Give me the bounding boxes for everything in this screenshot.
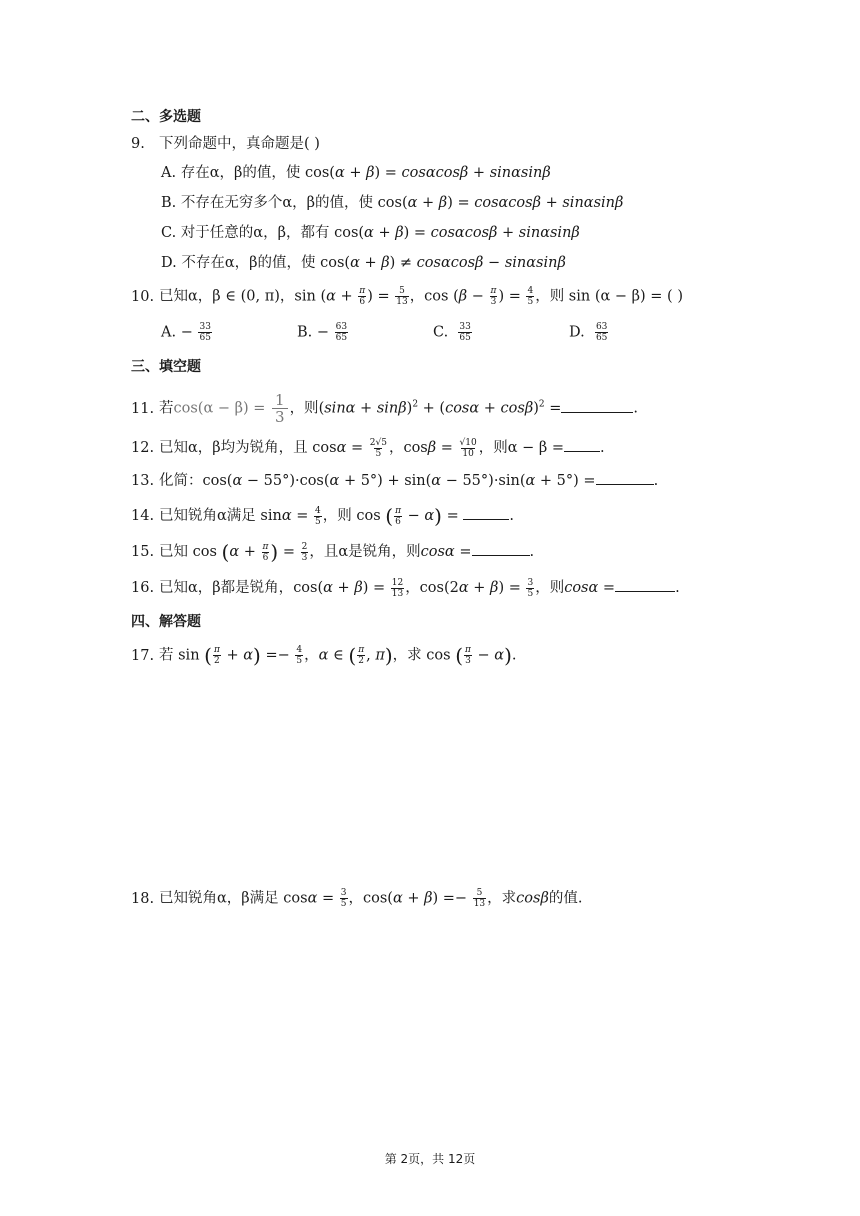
question-end: 的值.: [548, 890, 583, 907]
question-stem: 化简：: [159, 473, 203, 489]
question-number: 15.: [131, 544, 155, 560]
section-solve: 四、解答题: [131, 614, 201, 630]
option-label: B.: [297, 324, 313, 341]
section-multi-choice: 二、多选题: [131, 109, 201, 125]
question-12: 12. 已知α，β均为锐角，且 cosα = $\frac{2√5}{5}$ ，cosβ = $\frac{√10}{10}$ ，则α − β = .: [131, 437, 605, 459]
question-stem: 下列命题中，真命题是( ): [159, 136, 320, 152]
option-10c: C. $\frac{33}{65}$: [433, 322, 471, 343]
question-tail: 则: [337, 508, 352, 524]
question-tail: 且α是锐角，则: [323, 544, 421, 560]
option-label: D.: [161, 255, 177, 271]
question-9: [131, 134, 320, 154]
question-number: 16.: [131, 580, 155, 596]
section-fill-blank: 三、填空题: [131, 359, 201, 375]
question-number: 9.: [131, 136, 145, 152]
question-tail: 则 sin (α − β) = ( ): [549, 288, 683, 305]
option-9d: D. 不存在α，β的值，使 cos(α + β) ≠ cosαcosβ − sinαsinβ: [161, 255, 566, 271]
question-tail: 则: [549, 580, 565, 596]
question-17: 17. 若 sin ( $\frac{\pi}{2}$ + α) =− $\frac{4}{5}$ ，α ∈ ( $\frac{\pi}{2}$ , π)，求 cos ( $\frac{\pi}{3}$ − α).: [131, 643, 517, 668]
question-number: 12.: [131, 440, 155, 456]
question-stem: 已知α，β均为锐角，且: [159, 440, 308, 456]
answer-blank[interactable]: [463, 505, 509, 520]
question-number: 14.: [131, 508, 155, 524]
question-15: 15. 已知 cos (α + $\frac{\pi}{6}$ ) = $\frac{2}{3}$ ，且α是锐角，则cosα = .: [131, 540, 535, 564]
question-stem: 已知α，β ∈ (0, π)，: [159, 288, 295, 305]
answer-blank[interactable]: [564, 437, 600, 452]
question-tail: 求: [501, 890, 517, 907]
option-text: 不存在无穷多个α，β的值，使: [180, 195, 374, 211]
question-stem: 已知: [159, 544, 188, 560]
question-tail: 则α − β =: [493, 440, 565, 456]
question-stem: 已知α，β都是锐角，: [159, 580, 294, 596]
option-text: 不存在α，β的值，使: [181, 255, 316, 271]
answer-blank[interactable]: [472, 541, 530, 556]
option-9c: C. 对于任意的α，β，都有 cos(α + β) = cosαcosβ + sinαsinβ: [161, 225, 580, 241]
question-18: 18. 已知锐角α，β满足 cosα = $\frac{3}{5}$ ，cos(α + β) =− $\frac{5}{13}$ ，求cosβ的值.: [131, 888, 583, 909]
question-stem: 若: [159, 400, 174, 417]
question-number: 11.: [131, 400, 155, 417]
answer-blank[interactable]: [596, 470, 654, 485]
option-label: D.: [569, 324, 585, 341]
page-footer: 第 2页，共 12页: [384, 1152, 476, 1166]
question-number: 10.: [131, 288, 155, 305]
option-9b: B. 不存在无穷多个α，β的值，使 cos(α + β) = cosαcosβ + sinαsinβ: [161, 195, 624, 211]
option-label: A.: [161, 324, 177, 341]
question-10: 10. 已知α，β ∈ (0, π)，sin (α + $\frac{\pi}{6}$ ) = $\frac{5}{13}$ ，cos (β − $\frac{\pi}{3}$ ) = $\frac{4}{5}$ ，则 sin (α − β) = ( ): [131, 286, 683, 307]
answer-blank[interactable]: [561, 398, 633, 413]
answer-blank[interactable]: [615, 577, 675, 592]
question-stem: 若: [159, 647, 174, 664]
question-stem: 已知锐角α满足: [159, 508, 256, 524]
option-text: 对于任意的α，β，都有: [180, 225, 330, 241]
option-text: 存在α，β的值，使: [180, 165, 301, 181]
option-10a: A. − $\frac{33}{65}$: [161, 322, 211, 343]
option-10d: D. $\frac{63}{65}$: [569, 322, 608, 343]
question-14: 14. 已知锐角α满足 sinα = $\frac{4}{5}$ ，则 cos ( $\frac{\pi}{6}$ − α) = .: [131, 504, 514, 528]
option-label: B.: [161, 195, 177, 211]
option-9a: A. 存在α，β的值，使 cos(α + β) = cosαcosβ + sinαsinβ: [161, 165, 551, 181]
question-number: 17.: [131, 647, 155, 664]
question-stem: 已知锐角α，β满足: [159, 890, 279, 907]
option-label: A.: [161, 165, 177, 181]
question-number: 13.: [131, 473, 155, 489]
question-11: 11. 若cos(α − β) = $\frac{1}{3}$ ，则$(\sin\alpha + \sin\beta)^2 + (\cos\alpha + \cos\beta)^2$ = .: [131, 391, 639, 426]
question-16: 16. 已知α，β都是锐角，cos(α + β) = $\frac{12}{13}$ ，cos(2α + β) = $\frac{3}{5}$ ，则cosα = .: [131, 577, 680, 599]
question-number: 18.: [131, 890, 155, 907]
option-label: C.: [433, 324, 449, 341]
question-13: 13. 化简：cos(α − 55°)·cos(α + 5°) + sin(α − 55°)·sin(α + 5°) = .: [131, 470, 658, 491]
option-10b: B. − $\frac{63}{65}$: [297, 322, 348, 343]
option-label: C.: [161, 225, 177, 241]
question-tail: ，则: [289, 400, 319, 417]
question-tail: 求: [407, 647, 422, 664]
